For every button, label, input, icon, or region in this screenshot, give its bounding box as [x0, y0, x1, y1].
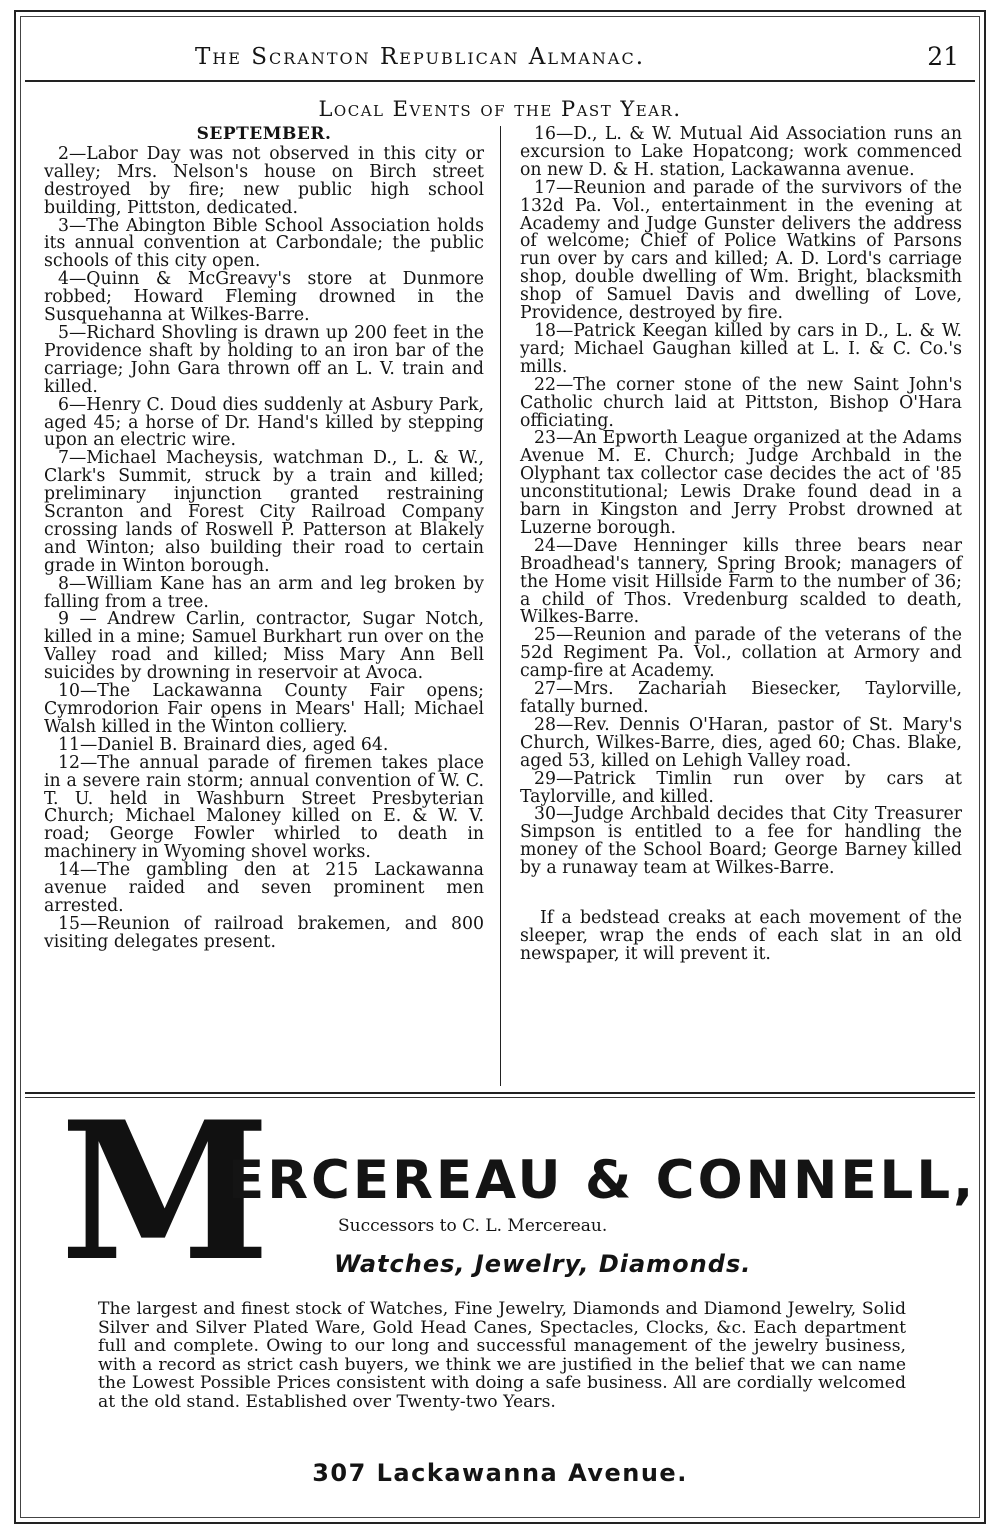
firm-name: ERCEREAU & CONNELL, — [228, 1150, 977, 1211]
event-entry: 29—Patrick Timlin run over by cars at Taylorville, and killed. — [520, 768, 962, 807]
event-entry: 22—The corner stone of the new Saint John's Catholic church laid at Pittston, Bishop O'Hara officiating. — [520, 374, 962, 431]
page-number: 21 — [927, 42, 959, 71]
event-entry: 14—The gambling den at 215 Lackawanna avenue raided and seven prominent men arrested. — [44, 860, 484, 916]
header-rule — [25, 80, 975, 82]
event-entry: 6—Henry C. Doud dies suddenly at Asbury Park, aged 45; a horse of Dr. Hand's killed by stepping upon an electric wire. — [44, 394, 484, 451]
left-column — [44, 126, 484, 952]
event-entry: 24—Dave Henninger kills three bears near Broadhead's tannery, Spring Brook; managers of the Home visit Hillside Farm to the number of 36; a child of Thos. Vredenburg scalded to death, Wilkes-Barre. — [520, 535, 962, 628]
event-entry: 23—An Epworth League organized at the Adams Avenue M. E. Church; Judge Archbald in the Olyphant tax collector case decides the act of '85 unconstitutional; Lewis Drake found dead in a barn in Kingston and Jerry Probst drowned at Luzerne borough. — [520, 428, 962, 538]
event-entry: 28—Rev. Dennis O'Haran, pastor of St. Mary's Church, Wilkes-Barre, dies, aged 60; Chas. Blake, aged 53, killed on Lehigh Valley road. — [520, 714, 962, 771]
event-entry: 18—Patrick Keegan killed by cars in D., L. & W. yard; Michael Gaughan killed at L. I. & C. Co.'s mills. — [520, 320, 962, 377]
event-entry: 17—Reunion and parade of the survivors of the 132d Pa. Vol., entertainment in the evening at Academy and Judge Gunster delivers the address of welcome; Chief of Police Watkins of Parsons run over by cars and killed; A. D. Lord's carriage shop, double dwelling of Wm. Bright, blacksmith shop of Samuel Davis and dwelling of Love, Providence, destroyed by fire. — [520, 177, 962, 324]
event-entry: 16—D., L. & W. Mutual Aid Association runs an excursion to Lake Hopatcong; work commenced on new D. & H. station, Lackawanna avenue. — [520, 124, 962, 180]
store-address: 307 Lackawanna Avenue. — [312, 1459, 688, 1487]
column-divider — [500, 126, 501, 1086]
event-entry: 12—The annual parade of firemen takes place in a severe rain storm; annual convention of W. C. T. U. held in Washburn Street Presbyterian Church; Michael Maloney killed on E. & W. V. road; George Fowler whirled to death in machinery in Wyoming shovel works. — [44, 752, 484, 863]
event-entry: 11—Daniel B. Brainard dies, aged 64. — [58, 734, 389, 755]
right-column — [520, 126, 962, 964]
successors-line: Successors to C. L. Mercereau. — [338, 1216, 608, 1236]
event-entry: 15—Reunion of railroad brakemen, and 800 visiting delegates present. — [44, 913, 484, 952]
event-entry: 3—The Abington Bible School Association holds its annual convention at Carbondale; the public schools of this city open. — [44, 215, 484, 272]
event-entry: 5—Richard Shovling is drawn up 200 feet in the Providence shaft by holding to an iron bar of the carriage; John Gara thrown off an L. V. train and killed. — [44, 322, 484, 397]
event-entry: 27—Mrs. Zachariah Biesecker, Taylorville, fatally burned. — [520, 679, 962, 717]
page-header — [40, 38, 965, 78]
event-entry: 9 — Andrew Carlin, contractor, Sugar Notch, killed in a mine; Samuel Burkhart run over on the Valley road and killed; Miss Mary Ann Bell suicides by drowning in reservoir at Avoca. — [44, 609, 484, 684]
month-heading: SEPTEMBER. — [196, 124, 332, 144]
section-title: Local Events of the Past Year. — [318, 97, 682, 121]
event-entry: 7—Michael Macheysis, watchman D., L. & W., Clark's Summit, struck by a train and killed; preliminary injunction granted restraining Scranton and Forest City Railroad Company crossing lands of Roswell P. Patterson at Blakely and Winton; also building their road to certain grade in Winton borough. — [44, 448, 484, 576]
household-tip: If a bedstead creaks at each movement of the sleeper, wrap the ends of each slat in an old newspaper, it will prevent it. — [520, 908, 962, 964]
almanac-title: The Scranton Republican Almanac. — [195, 44, 646, 70]
event-entry: 10—The Lackawanna County Fair opens; Cymrodorion Fair opens in Mears' Hall; Michael Walsh killed in the Winton colliery. — [44, 681, 484, 737]
event-entry: 8—William Kane has an arm and leg broken by falling from a tree. — [44, 573, 484, 612]
ad-body-text: The largest and finest stock of Watches, Fine Jewelry, Diamonds and Diamond Jewelry, Solid Silver and Silver Plated Ware, Gold Head Canes, Spectacles, Clocks, &c. Each department full and complete. Owing to our long and successful management of the jewelry business, with a record as strict cash buyers, we think we are justified in the belief that we can name the Lowest Possible Prices consistent with doing a safe business. All are cordially welcomed at the old stand. Established over Twenty-two Years. — [98, 1299, 906, 1412]
event-entry: 2—Labor Day was not observed in this city or valley; Mrs. Nelson's house on Birch street destroyed by fire; new public high school building, Pittston, dedicated. — [44, 143, 484, 218]
event-entry: 30—Judge Archbald decides that City Treasurer Simpson is entitled to a fee for handling the money of the School Board; George Barney killed by a runaway team at Wilkes-Barre. — [520, 804, 962, 879]
event-entry: 4—Quinn & McGreavy's store at Dunmore robbed; Howard Fleming drowned in the Susquehanna at Wilkes-Barre. — [44, 269, 484, 326]
ad-tagline: Watches, Jewelry, Diamonds. — [334, 1250, 752, 1278]
ornamental-initial-m: M — [60, 1080, 271, 1303]
event-entry: 25—Reunion and parade of the veterans of the 52d Regiment Pa. Vol., collation at Armory and camp-fire at Academy. — [520, 625, 962, 682]
